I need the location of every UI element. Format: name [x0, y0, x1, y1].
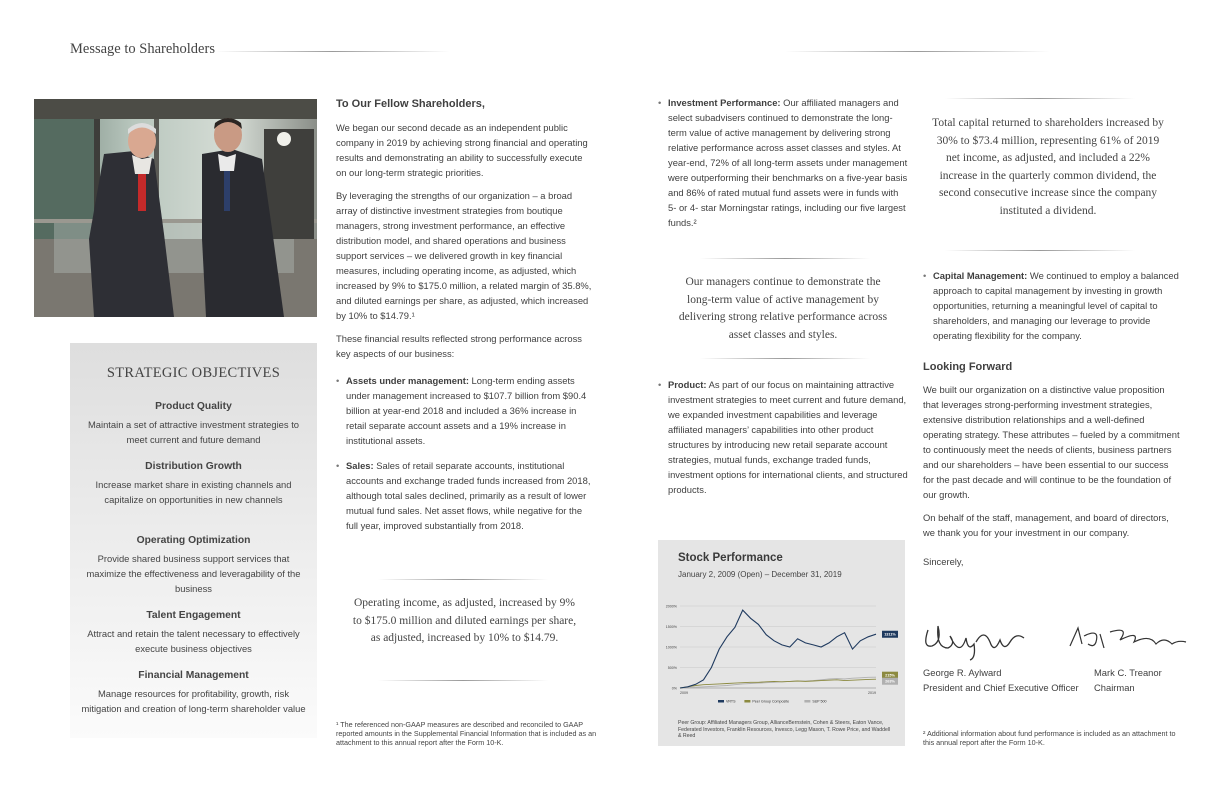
objective-title: Talent Engagement	[146, 610, 241, 621]
executives-photo	[34, 99, 317, 317]
bullet-investment-performance	[658, 95, 908, 230]
bullet-dot-icon: •	[336, 375, 340, 386]
chart-note: Peer Group: Affiliated Managers Group, AllianceBernstein, Cohen & Steers, Eaton Vance, Federated Investors, Franklin Resources, Invesco, Legg Mason, T. Rowe Price, and Waddell & Reed	[678, 720, 891, 739]
x-tick-label: 2009	[680, 691, 688, 695]
chart-plot	[658, 540, 905, 746]
objective-talent-engagement	[78, 610, 309, 656]
salutation: To Our Fellow Shareholders,	[336, 98, 485, 110]
legend-label: VRTS	[726, 699, 736, 704]
end-label: 263%	[885, 679, 895, 684]
signatory-treanor	[1094, 665, 1184, 695]
pull-quote-capital-returned: Total capital returned to shareholders increased by 30% to $73.4 million, representing 61% of 2019 net income, as adjusted, and included a 22% increase in the quarterly common dividend, the second consecutive increase since the company instituted a dividend.	[932, 117, 1164, 217]
quote-rule-top	[378, 579, 548, 580]
quote-rule-bottom	[945, 250, 1135, 251]
sincerely: Sincerely,	[923, 556, 964, 567]
y-tick-label: 1500%	[665, 625, 677, 629]
signature-aylward	[920, 618, 1030, 662]
objective-title: Distribution Growth	[145, 461, 242, 472]
objective-desc: Manage resources for profitability, growth, risk mitigation and creation of long-term shareholder value	[81, 688, 306, 714]
objective-desc: Provide shared business support services that maximize the effectiveness and leveragability of the business	[86, 553, 301, 594]
bullet-dot-icon: •	[658, 97, 662, 108]
paragraph: On behalf of the staff, management, and board of directors, we thank you for your investment in our company.	[923, 512, 1169, 538]
bullet-text: As part of our focus on maintaining attractive investment strategies to meet current and future demand, we expanded investment capabilities and leverage affiliated managers’ capabilities into other product structures by introducing new retail separate account strategies, mutual funds, exchange traded funds, investment options for international clients, and structured products.	[668, 379, 908, 495]
y-tick-label: 0%	[671, 686, 677, 691]
pull-quote-managers: Our managers continue to demonstrate the long-term value of active management by delivering strong relative performance across asset classes and styles.	[678, 276, 888, 341]
objective-financial-management	[78, 670, 309, 716]
signatory-name: George R. Aylward	[923, 667, 1002, 678]
bullet-text: Long-term ending assets under management increased to $107.7 billion from $90.4 billion at year-end 2018 and included a 36% increase in retail separate account assets and a 19% increase in institutional assets.	[346, 375, 587, 446]
footnote-2: ² Additional information about fund performance is included as an attachment to this annual report after the Form 10-K.	[923, 729, 1176, 747]
paragraph: These financial results reflected strong performance across key aspects of our business:	[336, 333, 582, 359]
quote-rule-top	[700, 258, 870, 259]
quote-rule-top	[945, 98, 1135, 99]
bullet-aum	[336, 373, 594, 448]
legend-swatch	[718, 700, 724, 703]
legend-label: Peer Group Composite	[752, 699, 790, 704]
letter-column-2-lower	[658, 377, 908, 497]
bullet-dot-icon: •	[658, 379, 662, 390]
bullet-text: Sales of retail separate accounts, institutional accounts and exchange traded funds increased from 2018, although total sales declined, primarily as a result of lower mutual fund sales. Net asset flows, while negative for the full year, improved substantially from 2018.	[346, 460, 591, 531]
letter-column-3	[923, 268, 1181, 577]
signatory-name: Mark C. Treanor	[1094, 667, 1162, 678]
bullet-label: Investment Performance:	[668, 97, 781, 108]
header-rule-right	[785, 51, 1050, 52]
bullet-product	[658, 377, 908, 497]
objective-title: Operating Optimization	[136, 535, 251, 546]
signatory-aylward	[923, 665, 1083, 695]
strategic-objectives-heading: STRATEGIC OBJECTIVES	[106, 365, 281, 381]
page-title: Message to Shareholders	[70, 41, 215, 57]
quote-rule-bottom	[700, 358, 870, 359]
bullet-sales	[336, 458, 594, 533]
y-tick-label: 2000%	[665, 604, 677, 609]
end-label: 1311%	[884, 632, 896, 637]
legend-swatch	[804, 700, 810, 703]
bullet-text: We continued to employ a balanced approach to capital management by investing in growth opportunities, returning a meaningful level of capital to shareholders, and managing our leverage to provide operating flexibility for the company.	[933, 270, 1179, 341]
bullet-label: Capital Management:	[933, 270, 1028, 281]
paragraph: By leveraging the strengths of our organization – a broad array of distinctive investment strategies from boutique managers, strong investment performance, an effective distribution model, and shared operations and business support services – we delivered growth in key financial measures, including operating income, as adjusted, which increased by 9% to $175.0 million, a related margin of 35.8%, and diluted earnings per share, as adjusted, which increased by 10% to $14.79.¹	[336, 190, 592, 321]
bullet-label: Product:	[668, 379, 707, 390]
pull-quote-operating-income: Operating income, as adjusted, increased by 9% to $175.0 million and diluted earnings per share, as adjusted, increased by 10% to $14.79.	[352, 597, 577, 644]
signatory-title: President and Chief Executive Officer	[923, 682, 1079, 693]
series-line-s-p-500	[680, 677, 876, 688]
paragraph: We built our organization on a distinctive value proposition that leverages strong-performing investment strategies, extensive distribution relationships and a well-defined operating strategy. These attributes – fueled by a commitment to continuously meet the needs of clients, business partners and our shareholders – have been essential to our success for the past decade and will continue to be the foundation of our growth.	[923, 384, 1180, 500]
objective-desc: Maintain a set of attractive investment strategies to meet current and future demand	[87, 419, 300, 445]
end-label: 215%	[885, 673, 895, 678]
chart-title: Stock Performance	[678, 552, 783, 564]
bullet-text: Our affiliated managers and select subadvisers continued to demonstrate the long-term value of active management by delivering strong relative performance across asset classes and styles. At year-end, 72% of all long-term assets under management were outperforming their benchmarks on a five-year basis and 86% of rated mutual fund assets were in funds with 5- or 4- star Morningstar ratings, including our five largest funds.²	[668, 97, 908, 228]
strategic-objectives-panel	[70, 343, 317, 738]
header-rule-left	[215, 51, 450, 52]
objective-title: Product Quality	[155, 401, 232, 412]
y-tick-label: 1000%	[665, 645, 677, 650]
series-line-vrts	[680, 610, 876, 688]
footnote-1: ¹ The referenced non-GAAP measures are described and reconciled to GAAP reported amounts in the Supplemental Financial Information that is included as an attachment to this annual report after the Form 10-K.	[336, 720, 597, 747]
legend-swatch	[744, 700, 750, 703]
bullet-label: Assets under management:	[346, 375, 469, 386]
letter-column-1	[336, 97, 594, 533]
bullet-capital-management	[923, 268, 1181, 343]
bullet-dot-icon: •	[336, 460, 340, 471]
bullet-dot-icon: •	[923, 270, 927, 281]
signature-treanor	[1060, 622, 1190, 656]
objective-operating-optimization	[78, 535, 309, 596]
quote-rule-bottom	[378, 680, 548, 681]
looking-forward-heading: Looking Forward	[923, 361, 1013, 373]
objective-distribution-growth	[78, 461, 309, 507]
x-tick-label: 2019	[868, 691, 876, 695]
y-tick-label: 500%	[667, 666, 677, 670]
objective-desc: Attract and retain the talent necessary to effectively execute business objectives	[87, 628, 300, 654]
chart-subtitle: January 2, 2009 (Open) – December 31, 2019	[678, 570, 842, 579]
stock-performance-chart	[658, 540, 905, 746]
letter-column-2	[658, 95, 908, 230]
objective-desc: Increase market share in existing channels and capitalize on opportunities in new channels	[95, 479, 292, 505]
objective-product-quality	[78, 401, 309, 447]
paragraph: We began our second decade as an independent public company in 2019 by achieving strong financial and operating results and demonstrating an ability to successfully execute on our long-term strategic priorities.	[336, 122, 588, 178]
legend-label: S&P 500	[812, 699, 827, 704]
bullet-label: Sales:	[346, 460, 374, 471]
objective-title: Financial Management	[138, 670, 249, 681]
signatory-title: Chairman	[1094, 682, 1135, 693]
